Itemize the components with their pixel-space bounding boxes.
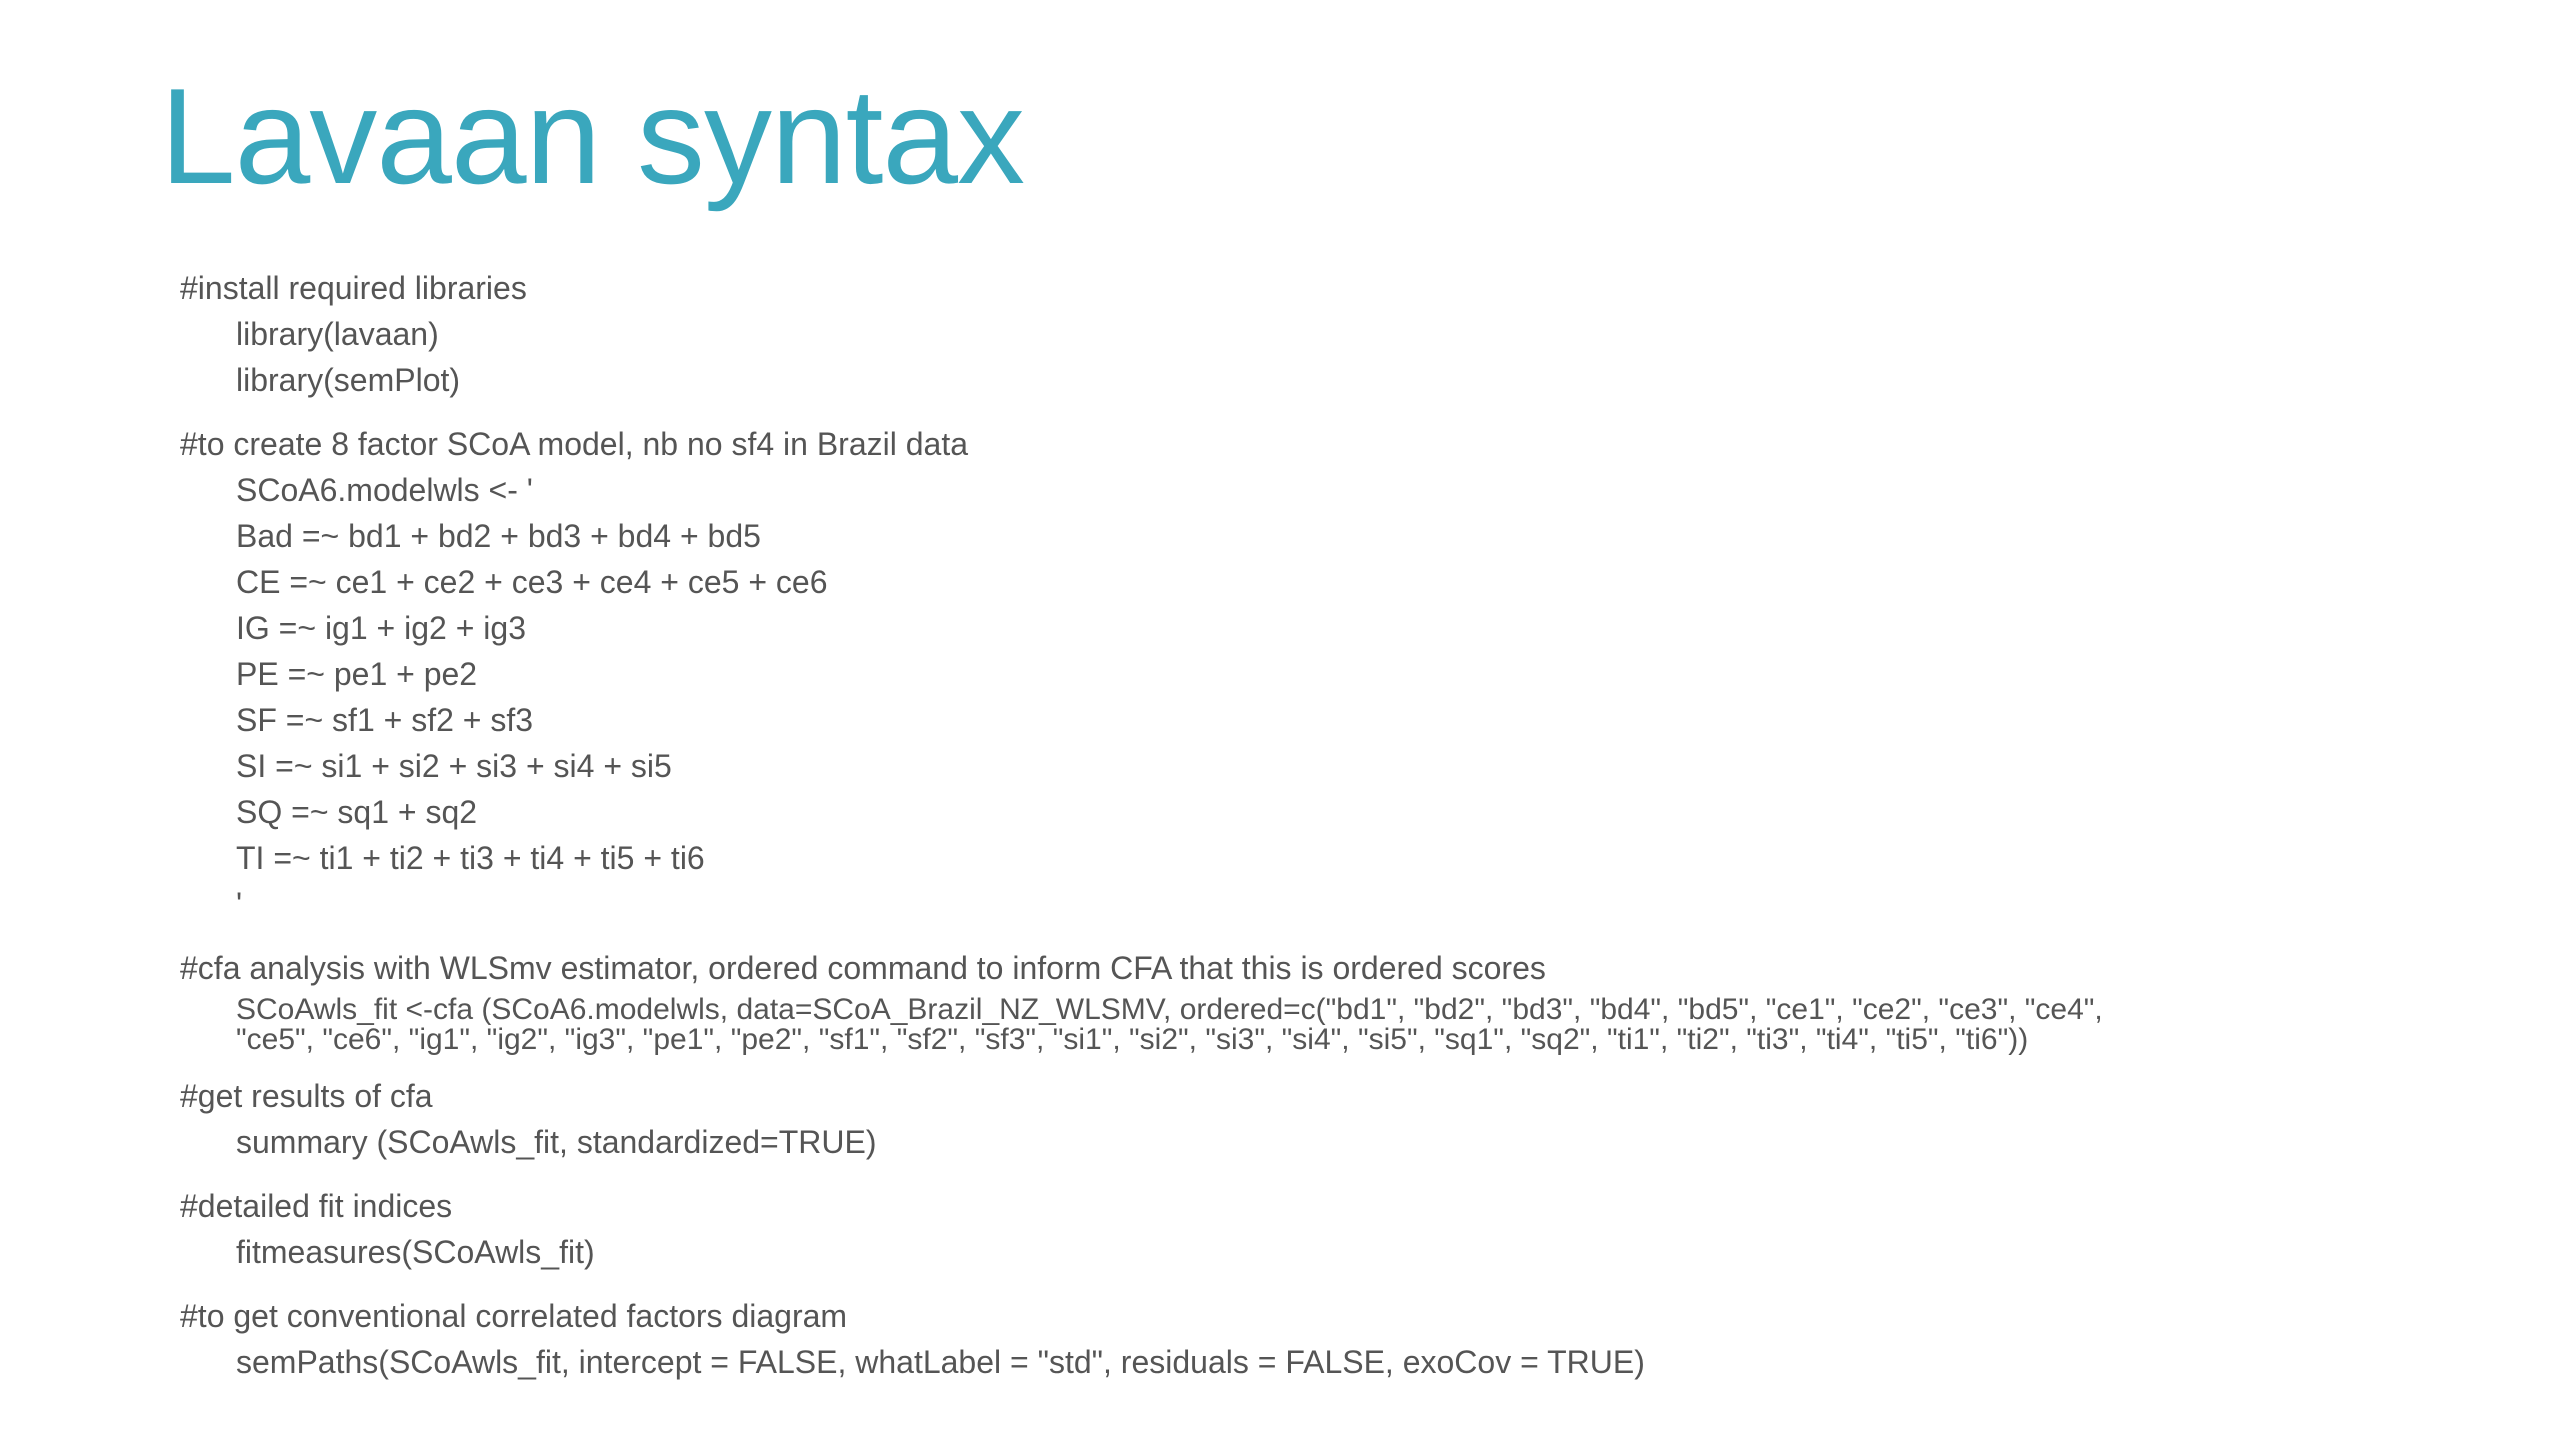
slide-title: Lavaan syntax bbox=[160, 60, 1025, 212]
section-model-definition bbox=[180, 421, 2480, 927]
code-line: SCoA6.modelwls <- ' bbox=[236, 472, 533, 508]
code-line: ' bbox=[236, 886, 243, 922]
code-line: library(semPlot) bbox=[236, 362, 461, 398]
code-line: CE =~ ce1 + ce2 + ce3 + ce4 + ce5 + ce6 bbox=[236, 564, 828, 600]
section-fit-indices bbox=[180, 1183, 2480, 1275]
code-line: SQ =~ sq1 + sq2 bbox=[236, 794, 478, 830]
comment-line: #get results of cfa bbox=[180, 1078, 433, 1114]
code-line: "ce5", "ce6", "ig1", "ig2", "ig3", "pe1", "pe2", "sf1", "sf2", "sf3", "si1", "si2", "si3", "si4", "si5", "sq1", "sq2", "ti1", "ti2", "ti3", "ti4", "ti5", "ti6")) bbox=[236, 1023, 2029, 1056]
section-install-libraries bbox=[180, 265, 2480, 403]
comment-line: #to get conventional correlated factors diagram bbox=[180, 1298, 848, 1334]
code-block-cfa-call bbox=[180, 995, 2480, 1055]
code-line: semPaths(SCoAwls_fit, intercept = FALSE, whatLabel = "std", residuals = FALSE, exoCov = TRUE) bbox=[236, 1344, 1645, 1380]
section-cfa-analysis bbox=[180, 945, 2480, 1055]
code-line: PE =~ pe1 + pe2 bbox=[236, 656, 478, 692]
code-line: SCoAwls_fit <-cfa (SCoA6.modelwls, data=SCoA_Brazil_NZ_WLSMV, ordered=c("bd1", "bd2", "bd3", "bd4", "bd5", "ce1", "ce2", "ce3", "ce4", bbox=[236, 993, 2103, 1026]
comment-line: #install required libraries bbox=[180, 270, 527, 306]
comment-line: #to create 8 factor SCoA model, nb no sf4 in Brazil data bbox=[180, 426, 968, 462]
slide-content bbox=[180, 265, 2480, 1403]
code-line: Bad =~ bd1 + bd2 + bd3 + bd4 + bd5 bbox=[236, 518, 761, 554]
code-line: IG =~ ig1 + ig2 + ig3 bbox=[236, 610, 526, 646]
code-line: library(lavaan) bbox=[236, 316, 439, 352]
code-line: SF =~ sf1 + sf2 + sf3 bbox=[236, 702, 534, 738]
section-get-results bbox=[180, 1073, 2480, 1165]
code-line: SI =~ si1 + si2 + si3 + si4 + si5 bbox=[236, 748, 672, 784]
code-line: TI =~ ti1 + ti2 + ti3 + ti4 + ti5 + ti6 bbox=[236, 840, 705, 876]
comment-line: #detailed fit indices bbox=[180, 1188, 453, 1224]
code-line: summary (SCoAwls_fit, standardized=TRUE) bbox=[236, 1124, 877, 1160]
section-diagram bbox=[180, 1293, 2480, 1385]
code-line: fitmeasures(SCoAwls_fit) bbox=[236, 1234, 595, 1270]
comment-line: #cfa analysis with WLSmv estimator, ordered command to inform CFA that this is ordered scores bbox=[180, 950, 1546, 986]
